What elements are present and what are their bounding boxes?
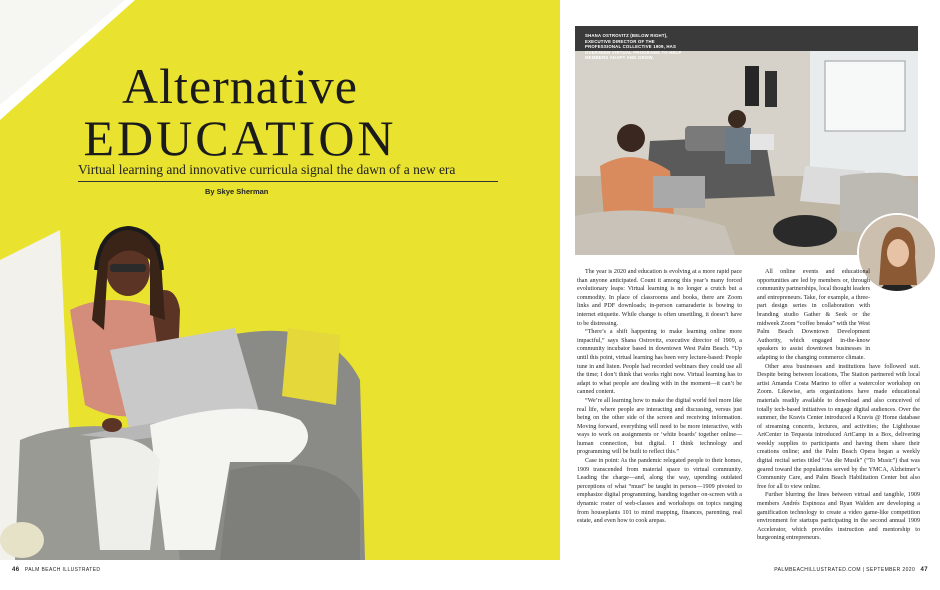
- paragraph: Other area businesses and institutions have followed suit. Despite being between locations, The Station partnered with local artist Amanda Costa Marino to offer a watercolor workshop on Zoom. Likewise, arts organizations have made educational materials readily available to download and also conceived of totally tech-based initiatives to engage digital audiences. Over the summer, the Kravis Center introduced a Kravis @ Home database of streaming concerts, lectures, and activities; the Lighthouse ArtCenter in Tequesta introduced ArtCamp in a Box, delivering weekly supplies to participants and having them share their creations online; and the Palm Beach Opera began a weekly digital recital series titled “An die Musik” (“To Music”) that was geared toward the populations served by the YMCA, Alzheimer’s Community Care, and Palm Beach Habilitation Center but also free for all to view online.: [757, 363, 920, 490]
- publication-name: PALM BEACH ILLUSTRATED: [24, 567, 101, 573]
- woman-with-laptop-photo: [0, 200, 560, 560]
- paragraph: Case in point: As the pandemic relegated people to their homes, 1909 transcended from material space to virtual community. Leading the charge—and, along the way, upending outdated perceptions of what “must” be taught in person—1909 pivoted to emphasize digital programming, banding together on-screen with a dynamic roster of web-classes and workshops on topics ranging from houseplants 101 to mind mapping, finances, parenting, real estate, and even how to cook arepas.: [577, 458, 742, 525]
- page-number-right: 47: [920, 567, 928, 573]
- headline-line-2: EDUCATION: [83, 110, 397, 166]
- paragraph: “We’re all learning how to make the digital world feel more like real life, where people are interacting and discussing, versus just being on the other side of the screen and receiving information. Moving forward, everything will need to be more interactive, with ways to work on assignments or ‘white boards’ together online—human connection, but digital. I think technology and programming will be built to reflect this.”: [577, 397, 742, 456]
- photo-caption: SHANA OSTROVITZ (BELOW RIGHT), EXECUTIVE DIRECTOR OF THE PROFESSIONAL COLLECTIVE 1909, HAS OVERSEEN VIRTUAL PROGRAMS TO HELP MEMBERS ADAPT AND GROW.: [585, 33, 682, 61]
- footer-left: [12, 567, 100, 573]
- subheadline: Virtual learning and innovative curricula signal the dawn of a new era: [78, 162, 498, 182]
- footer-right: [774, 567, 928, 573]
- headline-line-1: Alternative: [122, 58, 358, 114]
- publication-url-date: PALMBEACHILLUSTRATED.COM | SEPTEMBER 2020: [774, 567, 916, 573]
- headline: [70, 60, 410, 164]
- article-column-2: [757, 268, 920, 543]
- paragraph: The year is 2020 and education is evolving at a more rapid pace than anyone anticipated. Count it among this year’s many forced evolutionary leaps: Virtual learning is no longer a crutch but a commodity. In place of classrooms and books, there are Zoom links and PDF downloads; in-person camaraderie is bowing to internet etiquette. While change is often unsettling, it doesn’t have to be distressing.: [577, 269, 742, 327]
- byline: By Skye Sherman: [205, 187, 269, 196]
- paragraph: Further blurring the lines between virtual and tangible, 1909 members Andrés Espinoza and Ryan Walden are developing a gamification technology to create a video game-like competition environment for startups participating in the second annual 1909 Accelerator, which provides instruction and mentorship to burgeoning entrepreneurs.: [757, 492, 920, 542]
- article-column-1: [577, 268, 742, 526]
- page-number-left: 46: [12, 567, 20, 573]
- paragraph: “There’s a shift happening to make learning online more impactful,” says Shana Ostrovitz, executive director of 1909, a community incubator based in downtown West Palm Beach. “Up until this point, virtual learning has been very lecture-based: People tune in and listen. People had recorded webinars they could use all the time; I don’t think that works right now. Virtual learning has to adapt to what people are dealing with in the moment—it can’t be canned content.: [577, 329, 742, 396]
- paragraph: All online events and educational opportunities are led by members or, through community partnerships, local thought leaders and entrepreneurs. Take, for example, a three-part design series in collaboration with branding studio Gather & Seek or the midweek Zoom “coffee breaks” with the West Palm Beach Downtown Development Authority, which engaged in-the-know speakers to assist downtown businesses in adapting to the changing commerce climate.: [757, 269, 870, 361]
